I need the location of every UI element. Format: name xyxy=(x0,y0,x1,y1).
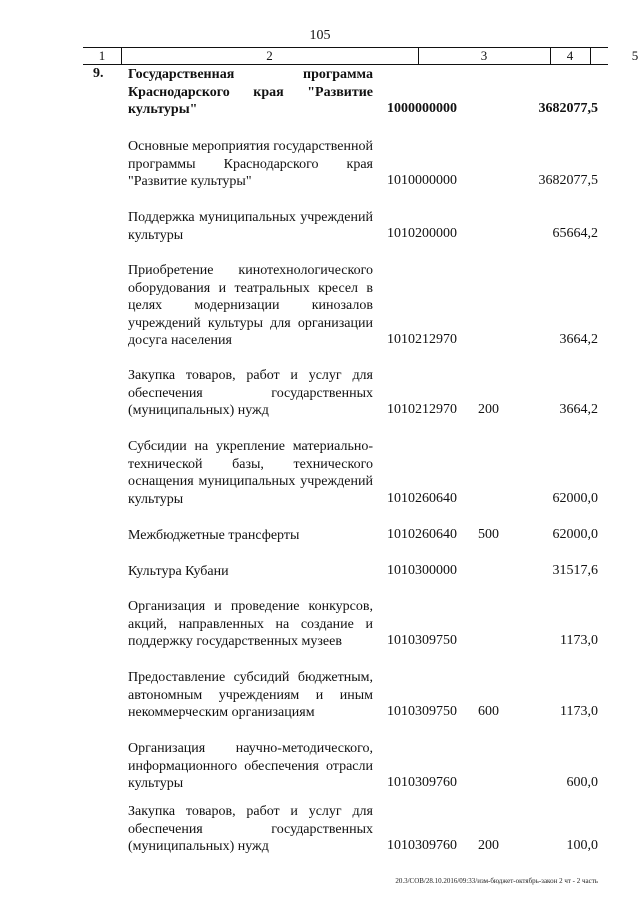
row-expense-type: 500 xyxy=(478,527,499,542)
row-description: Организация и проведение конкурсов, акций, направленных на создание и поддержку государственных музеев xyxy=(128,599,373,649)
row-sum: 3682077,5 xyxy=(538,101,598,116)
row-number: 9. xyxy=(93,66,104,81)
header-col-1: 1 xyxy=(98,48,106,63)
row-code: 1010260640 xyxy=(387,491,457,506)
header-col-3: 3 xyxy=(480,48,488,63)
row-sum: 31517,6 xyxy=(552,563,598,578)
row-code: 1010309750 xyxy=(387,704,457,719)
row-sum: 3664,2 xyxy=(559,332,598,347)
header-col-2: 2 xyxy=(266,48,273,63)
row-description: Закупка товаров, работ и услуг для обеспечения государственных (муниципальных) нужд xyxy=(128,804,373,854)
footer-stamp: 20.3/СОВ/28.10.2016/09:33/изм-бюджет-октябрь-закон 2 чт - 2 часть xyxy=(395,877,598,885)
row-description: Основные мероприятия государственной программы Краснодарского края "Развитие культуры" xyxy=(128,139,373,189)
row-sum: 3682077,5 xyxy=(538,173,598,188)
row-expense-type: 600 xyxy=(478,704,499,719)
row-description: Организация научно-методического, информационного обеспечения отрасли культуры xyxy=(128,741,373,791)
row-code: 1010260640 xyxy=(387,527,457,542)
row-sum: 100,0 xyxy=(566,838,598,853)
table-header xyxy=(83,47,639,65)
row-description: Государственная программа Краснодарского края "Развитие культуры" xyxy=(128,67,373,117)
row-expense-type: 200 xyxy=(478,838,499,853)
row-description: Закупка товаров, работ и услуг для обеспечения государственных (муниципальных) нужд xyxy=(128,368,373,418)
row-code: 1010212970 xyxy=(387,332,457,347)
row-code: 1010309750 xyxy=(387,633,457,648)
row-code: 1010212970 xyxy=(387,402,457,417)
header-col-4: 4 xyxy=(566,48,574,63)
row-sum: 65664,2 xyxy=(552,226,598,241)
row-description: Субсидии на укрепление материально-технической базы, технического оснащения муниципальных учреждений культуры xyxy=(128,439,373,507)
row-description: Поддержка муниципальных учреждений культуры xyxy=(128,210,373,243)
row-code: 1010200000 xyxy=(387,226,457,241)
row-sum: 3664,2 xyxy=(559,402,598,417)
row-description: Культура Кубани xyxy=(128,564,229,579)
row-sum: 1173,0 xyxy=(560,633,598,648)
row-sum: 1173,0 xyxy=(560,704,598,719)
row-expense-type: 200 xyxy=(478,402,499,417)
row-code: 1000000000 xyxy=(387,101,457,116)
row-description: Приобретение кинотехнологического оборудования и театральных кресел в целях модернизации кинозалов учреждений культуры для организации досуга населения xyxy=(128,263,373,348)
row-description: Межбюджетные трансферты xyxy=(128,528,300,543)
row-sum: 600,0 xyxy=(566,775,598,790)
row-sum: 62000,0 xyxy=(552,527,598,542)
row-sum: 62000,0 xyxy=(552,491,598,506)
page-number: 105 xyxy=(309,28,331,43)
header-col-5: 5 xyxy=(631,48,639,63)
row-code: 1010309760 xyxy=(387,775,457,790)
row-code: 1010309760 xyxy=(387,838,457,853)
row-description: Предоставление субсидий бюджетным, автономным учреждениям и иным некоммерческим организациям xyxy=(128,670,373,720)
row-code: 1010300000 xyxy=(387,563,457,578)
row-code: 1010000000 xyxy=(387,173,457,188)
